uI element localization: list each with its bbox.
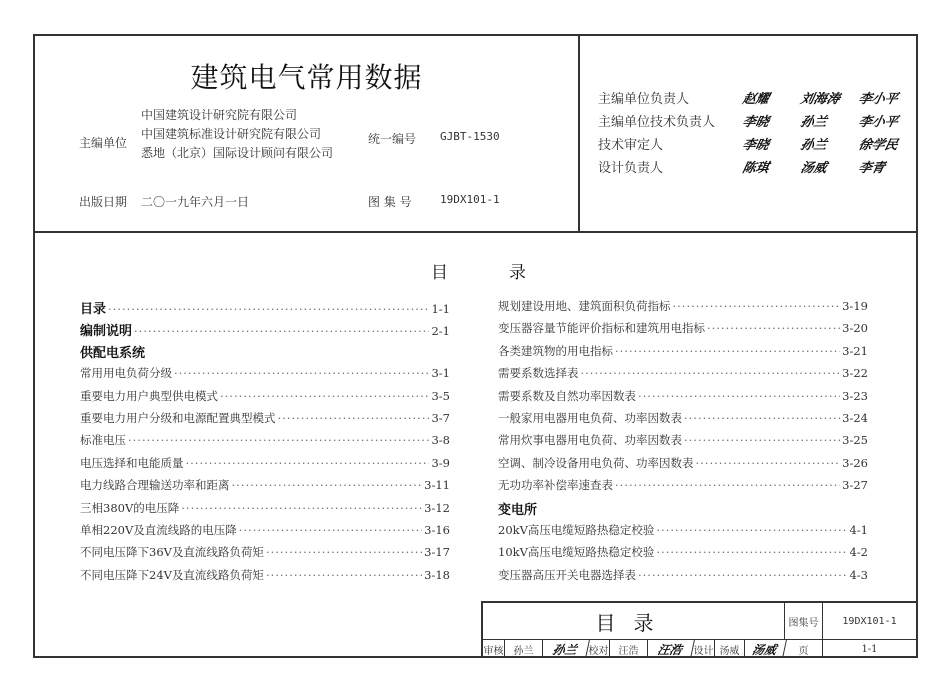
toc-left-column [80, 298, 450, 589]
document-title: 建筑电气常用数据 [190, 61, 423, 94]
chief-editor: 悉地（北京）国际设计顾问有限公司 [141, 146, 334, 160]
toc-section-heading: 供配电系统 [80, 345, 146, 361]
designer-name: 汤威 [715, 640, 745, 658]
title-block [481, 601, 916, 656]
toc-entry[interactable] [498, 388, 868, 410]
dot-leader [278, 411, 430, 425]
toc-entry-title: 目录 [80, 302, 107, 317]
responsibility-table [598, 86, 917, 178]
drawing-title: 目录 [483, 603, 785, 639]
signature: 徐学民 [856, 138, 900, 153]
proofreader-name: 汪浩 [610, 640, 648, 658]
toc-entry-page: 4-1 [849, 522, 868, 537]
toc-entry-page: 3-23 [842, 388, 868, 403]
toc-entry[interactable] [80, 477, 450, 499]
toc-entry-title: 电力线路合理输送功率和距离 [80, 478, 230, 493]
toc-entry-title: 常用用电负荷分级 [80, 366, 172, 381]
toc-entry[interactable] [80, 500, 450, 522]
dot-leader [581, 366, 841, 380]
toc-entry[interactable] [80, 455, 450, 477]
toc-entry-title: 不同电压降下24V及直流线路负荷矩 [80, 567, 264, 582]
toc-entry-title: 20kV高压电缆短路热稳定校验 [498, 522, 655, 537]
toc-entry[interactable] [498, 298, 868, 320]
reviewer-signature: 孙兰 [541, 640, 590, 658]
dot-leader [239, 523, 422, 537]
signature: 李晓 [740, 115, 771, 130]
dot-leader [684, 411, 840, 425]
page-number: 1-1 [861, 643, 878, 655]
dot-leader [656, 523, 847, 537]
dot-leader [128, 433, 429, 447]
signature: 李小平 [856, 92, 900, 107]
toc-entry-title: 不同电压降下36V及直流线路负荷矩 [80, 545, 264, 560]
toc-entry-page: 3-16 [424, 522, 450, 537]
signature: 李青 [856, 161, 887, 176]
dot-leader [696, 456, 841, 470]
proofreader-signature: 汪浩 [646, 640, 695, 658]
publish-date: 二〇一九年六月一日 [141, 195, 250, 209]
toc-entry-page: 3-26 [842, 455, 868, 470]
role-label: 设计负责人 [598, 161, 664, 176]
toc-entry[interactable] [498, 365, 868, 387]
toc-entry-title: 需要系数及自然功率因数表 [498, 388, 636, 403]
chief-editor: 中国建筑标准设计研究院有限公司 [141, 127, 322, 141]
review-label: 审核 [483, 640, 505, 658]
toc-entry-title: 10kV高压电缆短路热稳定校验 [498, 545, 655, 560]
responsibility-row [598, 109, 917, 132]
toc-entry[interactable] [498, 477, 868, 499]
dot-leader [174, 366, 429, 380]
signature: 孙兰 [798, 138, 829, 153]
unified-number: GJBT-1530 [440, 130, 500, 143]
toc-entry[interactable] [498, 455, 868, 477]
toc-entry-title: 单相220V及直流线路的电压降 [80, 522, 237, 537]
designer-signature: 汤威 [743, 640, 787, 658]
toc-entry-title: 编制说明 [80, 324, 133, 340]
toc-entry-title: 常用炊事电器用电负荷、功率因数表 [498, 433, 682, 448]
page-label: 页 [785, 640, 823, 658]
design-label: 设计 [693, 640, 715, 658]
toc-entry-page: 3-9 [431, 455, 450, 470]
toc-entry[interactable] [80, 567, 450, 589]
toc-entry-page: 3-25 [842, 433, 868, 448]
toc-entry[interactable] [498, 522, 868, 544]
toc-entry-page: 3-7 [431, 410, 450, 425]
toc-entry-title: 电压选择和电能质量 [80, 455, 184, 470]
toc-entry-title: 规划建设用地、建筑面积负荷指标 [498, 299, 671, 313]
toc-section-heading: 变电所 [498, 502, 538, 518]
cover-header [35, 36, 916, 233]
toc-entry-title: 三相380V的电压降 [80, 500, 180, 515]
toc-entry-page: 3-24 [842, 410, 868, 425]
toc-entry[interactable] [80, 388, 450, 410]
toc-entry[interactable] [80, 298, 450, 320]
toc-entry[interactable] [498, 432, 868, 454]
role-label: 主编单位技术负责人 [598, 115, 716, 130]
toc-entry[interactable] [80, 320, 450, 342]
dot-leader [707, 321, 840, 335]
signature: 李小平 [856, 115, 900, 130]
toc-entry-title: 一般家用电器用电负荷、功率因数表 [498, 410, 682, 425]
toc-entry-title: 无功功率补偿率速查表 [498, 478, 613, 493]
dot-leader [134, 324, 429, 338]
dot-leader [186, 456, 430, 470]
responsibility-row [598, 86, 917, 109]
toc-entry-title: 标准电压 [80, 433, 126, 448]
signature: 李晓 [740, 138, 771, 153]
dot-leader [181, 501, 422, 515]
toc-entry-page: 3-11 [424, 478, 450, 493]
dot-leader [638, 389, 840, 403]
drawing-frame [33, 34, 918, 658]
responsibility-row [598, 155, 917, 178]
toc-entry[interactable] [498, 320, 868, 342]
toc-entry-title: 重要电力用户分级和电源配置典型模式 [80, 410, 276, 425]
toc-entry[interactable] [498, 544, 868, 566]
proof-label: 校对 [588, 640, 610, 658]
chief-editor-list [141, 106, 333, 163]
chief-editor: 中国建筑设计研究院有限公司 [141, 108, 298, 122]
dot-leader [684, 433, 840, 447]
toc-entry-page: 2-1 [431, 324, 450, 339]
dot-leader [615, 478, 840, 492]
toc-entry-title: 变压器高压开关电器选择表 [498, 567, 636, 582]
publish-date-label: 出版日期 [79, 195, 128, 209]
atlas-number-label: 图集号 [785, 603, 823, 639]
role-label: 技术审定人 [598, 138, 664, 153]
toc-entry-title: 各类建筑物的用电指标 [498, 343, 613, 358]
signature: 赵耀 [740, 92, 771, 107]
toc-entry-page: 3-20 [842, 321, 868, 336]
toc-entry[interactable] [498, 343, 868, 365]
toc-entry-page: 4-3 [849, 567, 868, 582]
dot-leader [220, 389, 429, 403]
responsibility-row [598, 132, 917, 155]
dot-leader [108, 302, 429, 316]
toc-entry[interactable] [80, 522, 450, 544]
signature: 孙兰 [798, 115, 829, 130]
dot-leader [615, 344, 840, 358]
header-divider [578, 36, 580, 231]
toc-entry-page: 3-18 [424, 567, 450, 582]
toc-heading-left: 目 [431, 263, 448, 283]
toc-entry[interactable] [80, 410, 450, 432]
dot-leader [656, 545, 847, 559]
toc-entry-page: 4-2 [849, 545, 868, 560]
toc-entry-page: 3-19 [842, 299, 868, 313]
role-label: 主编单位负责人 [598, 92, 690, 107]
toc-entry-page: 3-21 [842, 343, 868, 358]
toc-entry-title: 重要电力用户典型供电模式 [80, 388, 218, 403]
unified-number-label: 统一编号 [368, 132, 417, 146]
toc-entry[interactable] [498, 410, 868, 432]
toc-entry-page: 3-8 [431, 433, 450, 448]
atlas-number: 19DX101-1 [842, 615, 897, 627]
toc-entry-title: 需要系数选择表 [498, 366, 579, 381]
toc-entry-title: 空调、制冷设备用电负荷、功率因数表 [498, 455, 694, 470]
toc-entry[interactable] [80, 365, 450, 387]
toc-entry-title: 变压器容量节能评价指标和建筑用电指标 [498, 321, 705, 336]
toc-entry-page: 3-12 [424, 500, 450, 515]
dot-leader [266, 568, 422, 582]
toc-entry-page: 1-1 [431, 302, 450, 316]
dot-leader [673, 299, 841, 313]
toc-entry-page: 3-22 [842, 366, 868, 381]
toc-entry-page: 3-27 [842, 478, 868, 493]
signature: 陈琪 [740, 161, 771, 176]
dot-leader [266, 545, 422, 559]
toc-right-column [498, 298, 868, 589]
toc-heading-right: 录 [509, 263, 526, 283]
dot-leader [638, 568, 847, 582]
toc-entry[interactable] [80, 544, 450, 566]
chief-editor-label: 主编单位 [79, 136, 128, 150]
toc-entry-page: 3-17 [424, 545, 450, 560]
signature: 汤威 [798, 161, 829, 176]
toc-entry[interactable] [80, 432, 450, 454]
toc-entry[interactable] [498, 567, 868, 589]
dot-leader [232, 478, 423, 492]
toc-entry-page: 3-5 [431, 388, 450, 403]
atlas-number-label: 图 集 号 [368, 195, 412, 209]
reviewer-name: 孙兰 [505, 640, 543, 658]
atlas-number: 19DX101-1 [440, 193, 500, 206]
signature: 刘海涛 [798, 92, 842, 107]
toc-entry-page: 3-1 [431, 366, 450, 381]
